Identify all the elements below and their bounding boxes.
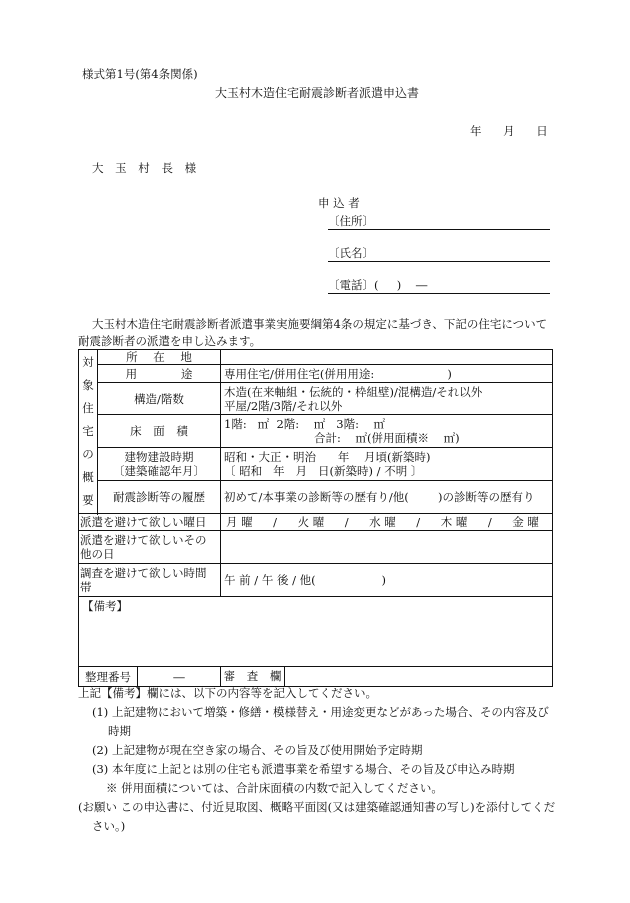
addressee: 大 玉 村 長 様 bbox=[92, 161, 197, 175]
form-title: 大玉村木造住宅耐震診断者派遣申込書 bbox=[215, 86, 420, 100]
avoid-time-label: 調査を避けて欲しい時間帯 bbox=[79, 564, 221, 597]
notes-section bbox=[78, 684, 558, 836]
remarks-label: 【備考】 bbox=[82, 599, 128, 613]
avoid-other-field[interactable] bbox=[221, 531, 553, 564]
phone-label: 〔電話〕( ) ― bbox=[328, 278, 428, 292]
build-period-value[interactable]: 昭和・大正・明治 年 月頃(新築時) 〔 昭和 年 月 日(新築時) / 不明 〕 bbox=[221, 448, 553, 481]
notes-lead: 上記【備考】欄には、以下の内容等を記入してください。 bbox=[78, 686, 377, 700]
avoid-time-value[interactable]: 午 前 / 午 後 / 他( ) bbox=[221, 564, 553, 597]
name-label: 〔氏名〕 bbox=[328, 246, 374, 260]
note-item-3: (3) 本年度に上記とは別の住宅も派遣事業を希望する場合、その旨及び申込み時期 bbox=[92, 762, 515, 776]
target-house-group-label: 対 象 住 宅 の 概 要 bbox=[79, 350, 98, 514]
phone-field[interactable] bbox=[328, 293, 550, 294]
address-field[interactable] bbox=[328, 229, 550, 230]
application-table bbox=[78, 349, 553, 687]
weekday-options[interactable]: 月 曜 / 火 曜 / 水 曜 / 木 曜 / 金 曜 bbox=[221, 514, 553, 531]
note-request: (お願い この申込書に、付近見取図、概略平面図(又は建築確認通知書の写し)を添付してください。) bbox=[78, 800, 556, 833]
weekday-friday[interactable]: 金 曜 bbox=[512, 515, 539, 529]
note-item-2: (2) 上記建物が現在空き家の場合、その旨及び使用開始予定時期 bbox=[92, 743, 423, 757]
note-asterisk: ※ 併用面積については、合計床面積の内数で記入してください。 bbox=[106, 781, 443, 795]
use-value[interactable]: 専用住宅/併用住宅(併用用途: ) bbox=[221, 365, 553, 383]
floor-area-value[interactable]: 1階: ㎡ 2階: ㎡ 3階: ㎡ 合計: ㎡(併用面積※ ㎡) bbox=[221, 415, 553, 448]
review-label: 審 査 欄 bbox=[221, 667, 285, 686]
structure-label: 構造/階数 bbox=[98, 383, 221, 415]
ref-no-value: ― bbox=[138, 667, 221, 687]
history-label: 耐震診断等の履歴 bbox=[98, 481, 221, 514]
weekday-thursday[interactable]: 木 曜 bbox=[440, 515, 468, 529]
applicant-heading: 申 込 者 bbox=[318, 196, 360, 210]
remarks-box[interactable] bbox=[79, 597, 553, 667]
intro-paragraph: 大玉村木造住宅耐震診断者派遣事業実施要綱第4条の規定に基づき、下記の住宅について耐震診断者の派遣を申し込みます。 bbox=[78, 317, 548, 348]
weekday-monday[interactable]: 月 曜 bbox=[226, 515, 253, 529]
ref-no-label: 整理番号 bbox=[79, 667, 138, 687]
form-number: 様式第1号(第4条関係) bbox=[82, 67, 198, 81]
weekday-tuesday[interactable]: 火 曜 bbox=[297, 515, 325, 529]
avoid-day-label: 派遣を避けて欲しい曜日 bbox=[79, 514, 221, 531]
note-item-1: (1) 上記建物において増築・修繕・模様替え・用途変更などがあった場合、その内容及び時期 bbox=[92, 705, 549, 738]
avoid-other-label: 派遣を避けて欲しいその他の日 bbox=[79, 531, 221, 564]
name-field[interactable] bbox=[328, 261, 550, 262]
history-value[interactable]: 初めて/本事業の診断等の歴有り/他( )の診断等の歴有り bbox=[221, 481, 553, 514]
floor-area-label: 床 面 積 bbox=[98, 415, 221, 448]
location-label: 所 在 地 bbox=[98, 350, 221, 365]
date-line: 年 月 日 bbox=[470, 124, 548, 138]
weekday-wednesday[interactable]: 水 曜 bbox=[369, 515, 396, 529]
build-period-label: 建物建設時期 〔建築確認年月〕 bbox=[98, 448, 221, 481]
structure-value[interactable]: 木造(在来軸組・伝統的・枠組壁)/混構造/それ以外 平屋/2階/3階/それ以外 bbox=[221, 383, 553, 415]
location-field[interactable] bbox=[221, 350, 553, 365]
use-label: 用 途 bbox=[98, 365, 221, 383]
address-label: 〔住所〕 bbox=[328, 214, 374, 228]
